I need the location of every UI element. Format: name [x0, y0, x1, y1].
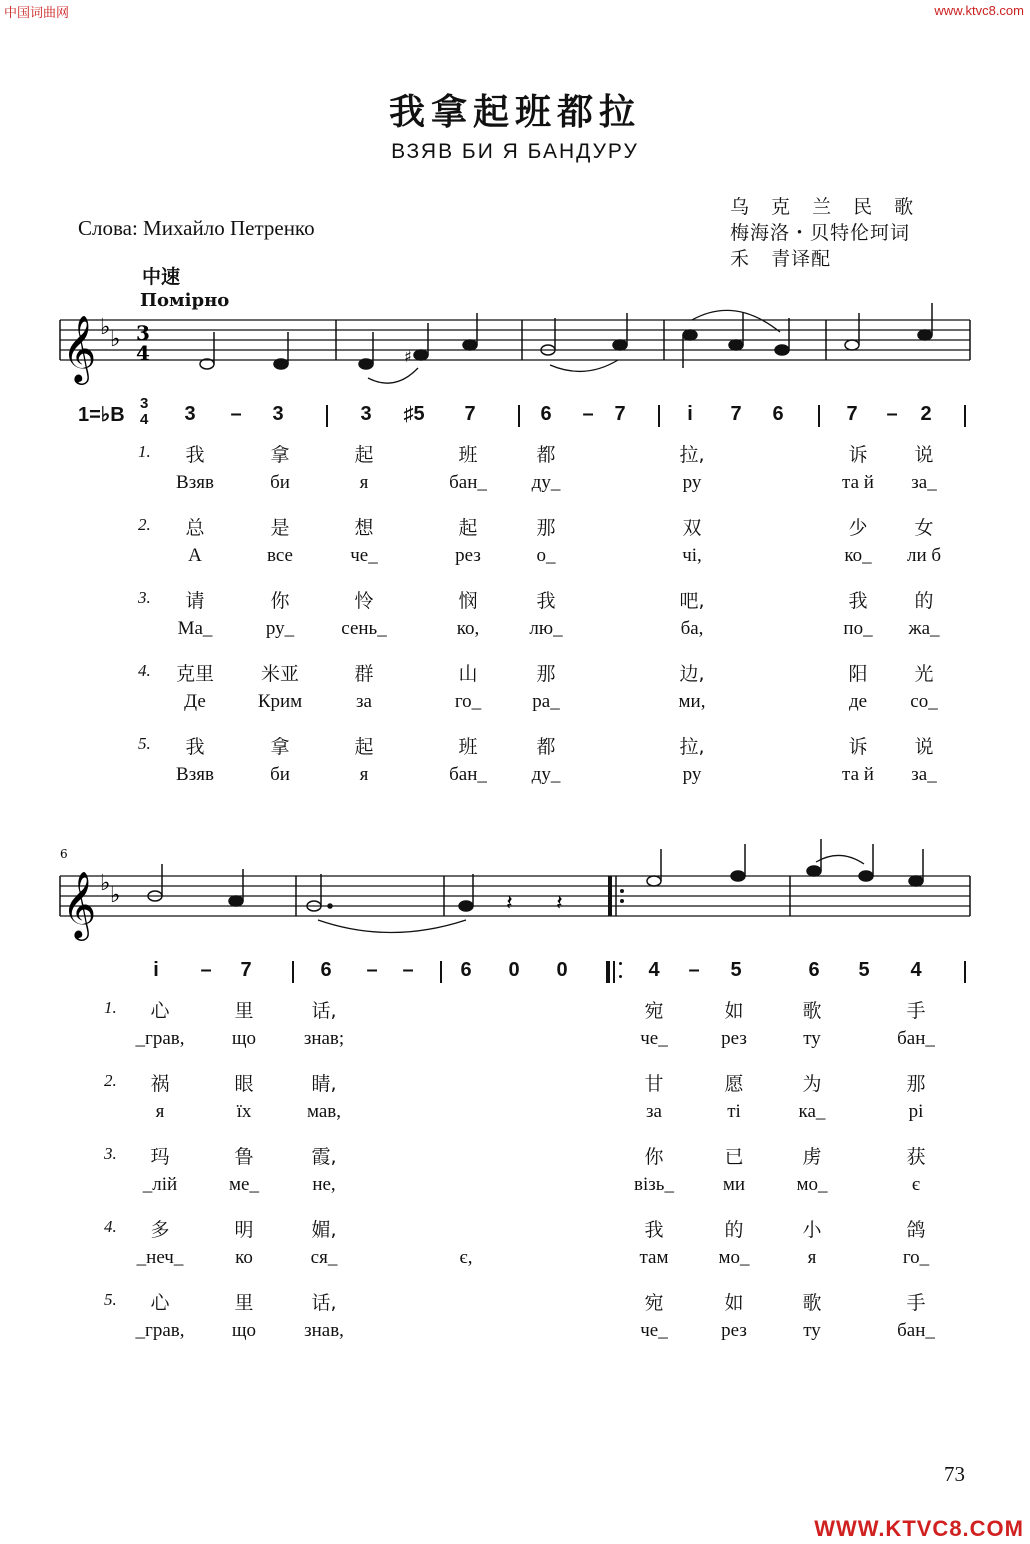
jianpu-barline: [964, 405, 966, 427]
lyric-chinese: 媚,: [311, 1219, 337, 1241]
jianpu-note: 7: [464, 403, 476, 425]
lyric-chinese: 宛: [644, 1000, 664, 1022]
lyric-chinese: 玛: [150, 1146, 170, 1168]
jianpu-note: 0: [556, 959, 568, 981]
jianpu-note: 6: [540, 403, 552, 425]
jianpu-note: –: [688, 959, 700, 981]
lyric-ukrainian: че_: [350, 545, 378, 566]
lyric-chinese: 明: [234, 1219, 254, 1241]
lyric-chinese: 拉,: [679, 736, 705, 758]
lyric-ukrainian: би: [270, 764, 290, 785]
lyric-chinese: 光: [914, 663, 934, 685]
credit-translator: 禾 青译配: [730, 248, 832, 270]
lyric-ukrainian: би: [270, 472, 290, 493]
lyric-ukrainian: сень_: [341, 618, 387, 639]
lyric-ukrainian: мо_: [796, 1174, 828, 1195]
lyric-chinese: 我: [185, 736, 205, 758]
lyric-chinese: 歌: [802, 1000, 822, 1022]
credit-lyricist: 梅海洛・贝特伦珂词: [730, 222, 911, 244]
jianpu-note: 6: [808, 959, 820, 981]
lyric-ukrainian: рі: [908, 1101, 924, 1122]
jianpu-note: 5: [730, 959, 742, 981]
jianpu-barline: [440, 961, 442, 983]
jianpu-note: –: [200, 959, 212, 981]
site-watermark-right: www.ktvc8.com: [934, 3, 1024, 18]
lyric-chinese: 米亚: [260, 663, 300, 685]
lyric-chinese: 歌: [802, 1292, 822, 1314]
jianpu-note: 7: [730, 403, 742, 425]
key-signature: 1=♭B: [78, 404, 125, 426]
lyric-ukrainian: ко,: [456, 618, 480, 639]
lyric-ukrainian: ко_: [844, 545, 872, 566]
lyric-chinese: 拿: [270, 444, 290, 466]
lyric-chinese: 已: [724, 1146, 744, 1168]
lyric-chinese: 眼: [234, 1073, 254, 1095]
lyric-ukrainian: рез: [455, 545, 481, 566]
lyric-chinese: 睛,: [311, 1073, 337, 1095]
lyric-ukrainian: бан_: [449, 764, 487, 785]
site-watermark-left: 中国词曲网: [4, 6, 70, 21]
lyric-ukrainian: рез: [721, 1028, 747, 1049]
lyric-chinese: 克里: [175, 663, 215, 685]
lyric-chinese: 说: [914, 736, 934, 758]
jianpu-note: 7: [614, 403, 626, 425]
lyric-chinese: 我: [848, 590, 868, 612]
lyric-ukrainian: че_: [640, 1320, 668, 1341]
lyric-ukrainian: ме_: [229, 1174, 259, 1195]
lyric-ukrainian: не,: [312, 1174, 336, 1195]
jianpu-note: i: [687, 403, 693, 425]
jianpu-note: ♯5: [403, 403, 425, 425]
verse-number: 4.: [104, 1217, 117, 1236]
lyric-ukrainian: ду_: [531, 764, 561, 785]
lyric-chinese: 鸽: [906, 1219, 926, 1241]
lyric-ukrainian: знав;: [303, 1028, 345, 1049]
lyric-chinese: 拉,: [679, 444, 705, 466]
slurs-system-2: [318, 855, 864, 932]
flat-icon: ♭: [100, 315, 111, 340]
jianpu-barline: [292, 961, 294, 983]
lyric-chinese: 起: [354, 736, 374, 758]
lyric-chinese: 小: [802, 1219, 822, 1241]
flat-icon: ♭: [110, 883, 121, 908]
lyric-chinese: 话,: [311, 1000, 337, 1022]
lyric-chinese: 群: [354, 663, 374, 685]
lyric-ukrainian: А: [188, 545, 202, 566]
song-title: 我拿起班都拉: [388, 91, 641, 133]
lyric-ukrainian: ко: [235, 1247, 253, 1268]
jianpu-note: 2: [920, 403, 932, 425]
lyric-chinese: 的: [914, 590, 934, 612]
lyric-chinese: 心: [150, 1000, 170, 1022]
lyric-chinese: 双: [682, 517, 702, 539]
lyric-chinese: 愿: [724, 1073, 744, 1095]
lyric-chinese: 起: [354, 444, 374, 466]
lyric-chinese: 都: [536, 444, 556, 466]
lyric-chinese: 多: [150, 1219, 170, 1241]
lyric-chinese: 手: [906, 1000, 926, 1022]
lyric-chinese: 女: [914, 517, 934, 539]
jianpu-note: 5: [858, 959, 870, 981]
lyric-chinese: 吧,: [679, 590, 705, 612]
lyric-chinese: 是: [270, 517, 290, 539]
jianpu-note: –: [402, 959, 414, 981]
jianpu-note: 3: [184, 403, 196, 425]
verse-number: 1.: [104, 998, 117, 1017]
lyric-chinese: 手: [906, 1292, 926, 1314]
lyric-ukrainian: бан_: [897, 1028, 935, 1049]
notes-system-2: [148, 839, 923, 911]
lyric-ukrainian: че_: [640, 1028, 668, 1049]
time-sig-top-staff: 3: [136, 321, 150, 345]
lyric-chinese: 为: [802, 1073, 822, 1095]
lyric-chinese: 我: [536, 590, 556, 612]
lyric-ukrainian: за: [646, 1101, 662, 1122]
lyric-ukrainian: мо_: [718, 1247, 750, 1268]
jianpu-note: –: [582, 403, 594, 425]
tempo-ukrainian: Помірно: [140, 290, 230, 311]
lyric-chinese: 虏: [802, 1146, 822, 1168]
lyric-chinese: 你: [644, 1146, 664, 1168]
lyric-chinese: 里: [234, 1292, 254, 1314]
verse-number: 5.: [138, 734, 151, 753]
lyric-ukrainian: за_: [911, 472, 937, 493]
jianpu-barline: [658, 405, 660, 427]
lyric-ukrainian: чі,: [682, 545, 702, 566]
lyric-chinese: 祸: [150, 1073, 170, 1095]
flat-icon: ♭: [100, 871, 111, 896]
lyric-ukrainian: ру_: [265, 618, 295, 639]
lyric-chinese: 话,: [311, 1292, 337, 1314]
lyric-ukrainian: лю_: [529, 618, 563, 639]
lyric-ukrainian: я: [155, 1101, 165, 1122]
lyric-ukrainian: ту: [803, 1320, 821, 1341]
lyric-ukrainian: там: [639, 1247, 669, 1268]
lyric-ukrainian: ру: [682, 764, 702, 785]
jianpu-note: 4: [648, 959, 660, 981]
sharp-icon: ♯: [404, 347, 412, 366]
treble-clef-icon: 𝄞: [62, 314, 97, 382]
jianpu-barline: [818, 405, 820, 427]
lyric-ukrainian: знав,: [304, 1320, 344, 1341]
song-subtitle: ВЗЯВ БИ Я БАНДУРУ: [391, 140, 639, 163]
jianpu-note: 6: [772, 403, 784, 425]
time-sig-bottom: 4: [140, 411, 149, 428]
verse-number: 2.: [104, 1071, 117, 1090]
page-number: 73: [944, 1462, 965, 1486]
lyric-chinese: 少: [848, 517, 868, 539]
jianpu-note: i: [153, 959, 159, 981]
lyric-ukrainian: со_: [910, 691, 938, 712]
jianpu-repeat-bar: [613, 961, 615, 983]
lyric-chinese: 说: [914, 444, 934, 466]
lyric-chinese: 拿: [270, 736, 290, 758]
treble-clef-icon-2: 𝄞: [62, 870, 97, 938]
lyric-chinese: 山: [458, 663, 478, 685]
lyric-chinese: 心: [150, 1292, 170, 1314]
verse-number: 2.: [138, 515, 151, 534]
lyric-chinese: 诉: [848, 736, 868, 758]
lyric-chinese: 班: [458, 444, 478, 466]
lyric-chinese: 获: [906, 1146, 926, 1168]
lyricist-credit: Слова: Михайло Петренко: [78, 216, 315, 240]
lyric-ukrainian: що: [231, 1320, 257, 1341]
lyric-ukrainian: го_: [902, 1247, 930, 1268]
lyric-ukrainian: Де: [184, 691, 206, 712]
lyric-ukrainian: що: [231, 1028, 257, 1049]
lyric-chinese: 悯: [458, 590, 478, 612]
lyric-ukrainian: візь_: [634, 1174, 674, 1195]
time-sig-top: 3: [140, 395, 149, 412]
lyric-chinese: 班: [458, 736, 478, 758]
lyric-chinese: 阳: [848, 663, 868, 685]
lyric-chinese: 那: [906, 1073, 926, 1095]
jianpu-repeat-dot: [619, 975, 622, 978]
lyric-ukrainian: о_: [536, 545, 556, 566]
lyric-ukrainian: та й: [842, 764, 874, 785]
lyric-ukrainian: я: [359, 764, 369, 785]
lyric-ukrainian: я: [359, 472, 369, 493]
lyric-ukrainian: ду_: [531, 472, 561, 493]
jianpu-note: 4: [910, 959, 922, 981]
lyric-chinese: 鲁: [234, 1146, 254, 1168]
jianpu-note: –: [230, 403, 242, 425]
lyric-ukrainian: _грав,: [135, 1320, 185, 1341]
lyric-chinese: 那: [536, 517, 556, 539]
notes-system-1: [200, 303, 932, 369]
lyric-chinese: 霞,: [311, 1146, 337, 1168]
lyric-ukrainian: ми: [722, 1174, 746, 1195]
verse-number: 3.: [138, 588, 151, 607]
lyric-ukrainian: _неч_: [136, 1247, 184, 1268]
lyric-ukrainian: _грав,: [135, 1028, 185, 1049]
lyric-chinese: 如: [724, 1292, 744, 1314]
lyric-chinese: 我: [185, 444, 205, 466]
jianpu-note: 3: [360, 403, 372, 425]
lyric-chinese: 想: [354, 517, 374, 539]
lyric-ukrainian: Взяв: [176, 472, 214, 493]
measure-number: 6: [60, 847, 68, 861]
lyric-ukrainian: ся_: [310, 1247, 338, 1268]
lyric-ukrainian: бан_: [897, 1320, 935, 1341]
lyric-ukrainian: де: [848, 691, 868, 712]
lyric-chinese: 请: [185, 590, 205, 612]
lyric-ukrainian: _лій: [142, 1174, 178, 1195]
lyric-ukrainian: Взяв: [176, 764, 214, 785]
jianpu-note: –: [886, 403, 898, 425]
lyric-chinese: 起: [458, 517, 478, 539]
lyric-chinese: 里: [234, 1000, 254, 1022]
verse-number: 3.: [104, 1144, 117, 1163]
lyric-chinese: 边,: [679, 663, 705, 685]
rest-icon: 𝄽: [506, 891, 513, 916]
rest-icon: 𝄽: [556, 891, 563, 916]
jianpu-note: 0: [508, 959, 520, 981]
lyric-ukrainian: все: [267, 545, 293, 566]
jianpu-barline: [326, 405, 328, 427]
lyric-ukrainian: їх: [236, 1101, 252, 1122]
lyric-chinese: 那: [536, 663, 556, 685]
verse-number: 4.: [138, 661, 151, 680]
lyric-ukrainian: ті: [727, 1101, 741, 1122]
lyric-ukrainian: ту: [803, 1028, 821, 1049]
verse-number: 5.: [104, 1290, 117, 1309]
lyric-ukrainian: є,: [459, 1247, 473, 1268]
jianpu-repeat-dot: [619, 962, 622, 965]
lyric-ukrainian: ба,: [680, 618, 704, 639]
lyric-ukrainian: ра_: [532, 691, 560, 712]
lyric-ukrainian: я: [807, 1247, 817, 1268]
lyric-ukrainian: ли б: [906, 545, 942, 566]
jianpu-barline: [964, 961, 966, 983]
jianpu-note: 3: [272, 403, 284, 425]
jianpu-note: –: [366, 959, 378, 981]
jianpu-note: 6: [320, 959, 332, 981]
lyric-ukrainian: ми,: [678, 691, 706, 712]
lyric-chinese: 总: [185, 517, 205, 539]
jianpu-note: 7: [846, 403, 858, 425]
lyric-ukrainian: Крим: [257, 691, 303, 712]
lyric-ukrainian: за: [356, 691, 372, 712]
lyric-ukrainian: та й: [842, 472, 874, 493]
lyric-ukrainian: ру: [682, 472, 702, 493]
jianpu-repeat-bar: [606, 961, 610, 983]
site-watermark-bottom: WWW.KTVC8.COM: [814, 1516, 1024, 1541]
verse-number: 1.: [138, 442, 151, 461]
jianpu-note: 6: [460, 959, 472, 981]
jianpu-barline: [518, 405, 520, 427]
lyric-chinese: 怜: [354, 590, 374, 612]
lyric-ukrainian: рез: [721, 1320, 747, 1341]
lyric-ukrainian: го_: [454, 691, 482, 712]
lyric-ukrainian: є: [911, 1174, 921, 1195]
lyric-chinese: 宛: [644, 1292, 664, 1314]
lyric-ukrainian: жа_: [908, 618, 940, 639]
slurs-system-1: [368, 310, 780, 383]
flat-icon: ♭: [110, 327, 121, 352]
jianpu-note: 7: [240, 959, 252, 981]
lyric-chinese: 如: [724, 1000, 744, 1022]
lyric-ukrainian: бан_: [449, 472, 487, 493]
lyric-chinese: 你: [270, 590, 290, 612]
lyric-ukrainian: ка_: [798, 1101, 826, 1122]
lyric-ukrainian: мав,: [306, 1101, 342, 1122]
lyric-chinese: 我: [644, 1219, 664, 1241]
lyric-chinese: 诉: [848, 444, 868, 466]
credit-origin: 乌 克 兰 民 歌: [730, 196, 922, 218]
lyric-ukrainian: за_: [911, 764, 937, 785]
time-sig-bottom-staff: 4: [136, 341, 150, 365]
lyric-chinese: 都: [536, 736, 556, 758]
lyric-ukrainian: Ма_: [177, 618, 213, 639]
tempo-chinese: 中速: [142, 266, 181, 288]
lyric-chinese: 的: [724, 1219, 744, 1241]
lyric-ukrainian: по_: [843, 618, 873, 639]
lyric-chinese: 甘: [644, 1073, 664, 1095]
